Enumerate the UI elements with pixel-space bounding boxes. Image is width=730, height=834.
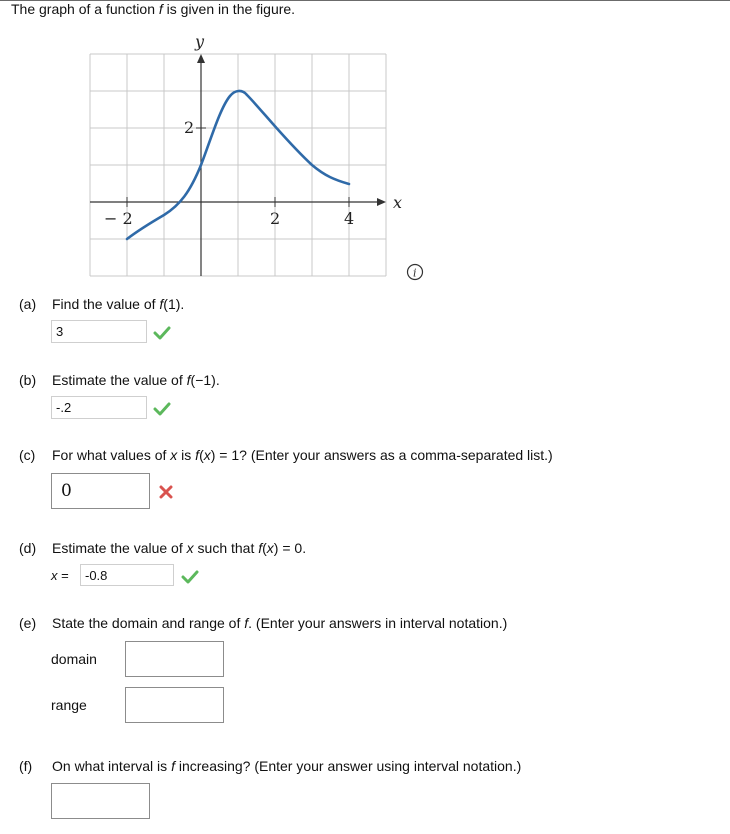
answer-d-prefix: x =	[51, 568, 69, 583]
answer-a-input[interactable]: 3	[51, 320, 147, 343]
y-tick-label: 2	[184, 118, 195, 137]
question-b: (b) Estimate the value of f(−1).	[19, 372, 220, 388]
question-d: (d) Estimate the value of x such that f(x) = 0.	[19, 540, 307, 556]
info-icon[interactable]	[406, 263, 424, 281]
answer-b-input[interactable]: -.2	[51, 396, 147, 419]
x-axis-label: x	[393, 193, 403, 212]
x-axis-arrow-icon	[377, 198, 386, 206]
question-c: (c) For what values of x is f(x) = 1? (Enter your answers as a comma-separated list.)	[19, 447, 553, 463]
x-tick-label-2: 2	[270, 209, 281, 228]
svg-text:i: i	[413, 266, 417, 280]
range-input[interactable]	[125, 687, 224, 723]
x-tick-label-neg2: − 2	[104, 209, 133, 228]
answer-d-input[interactable]: -0.8	[80, 564, 174, 586]
answer-f-input[interactable]	[51, 783, 150, 819]
question-f: (f) On what interval is f increasing? (Enter your answer using interval notation.)	[19, 758, 522, 774]
cross-icon	[159, 485, 173, 499]
check-icon	[153, 401, 171, 416]
domain-label: domain	[51, 651, 97, 667]
check-icon	[181, 569, 199, 584]
range-label: range	[51, 697, 87, 713]
y-axis-label: y	[195, 32, 205, 51]
answer-c-input[interactable]: 0	[51, 473, 150, 509]
question-e: (e) State the domain and range of f. (Enter your answers in interval notation.)	[19, 615, 508, 631]
problem-intro: The graph of a function f is given in the figure.	[11, 1, 296, 17]
graph-grid	[90, 54, 386, 276]
question-a: (a) Find the value of f(1).	[19, 296, 185, 312]
x-tick-label-4: 4	[344, 209, 355, 228]
check-icon	[153, 325, 171, 340]
domain-input[interactable]	[125, 641, 224, 677]
y-axis-arrow-icon	[197, 54, 205, 63]
function-graph	[80, 30, 440, 285]
